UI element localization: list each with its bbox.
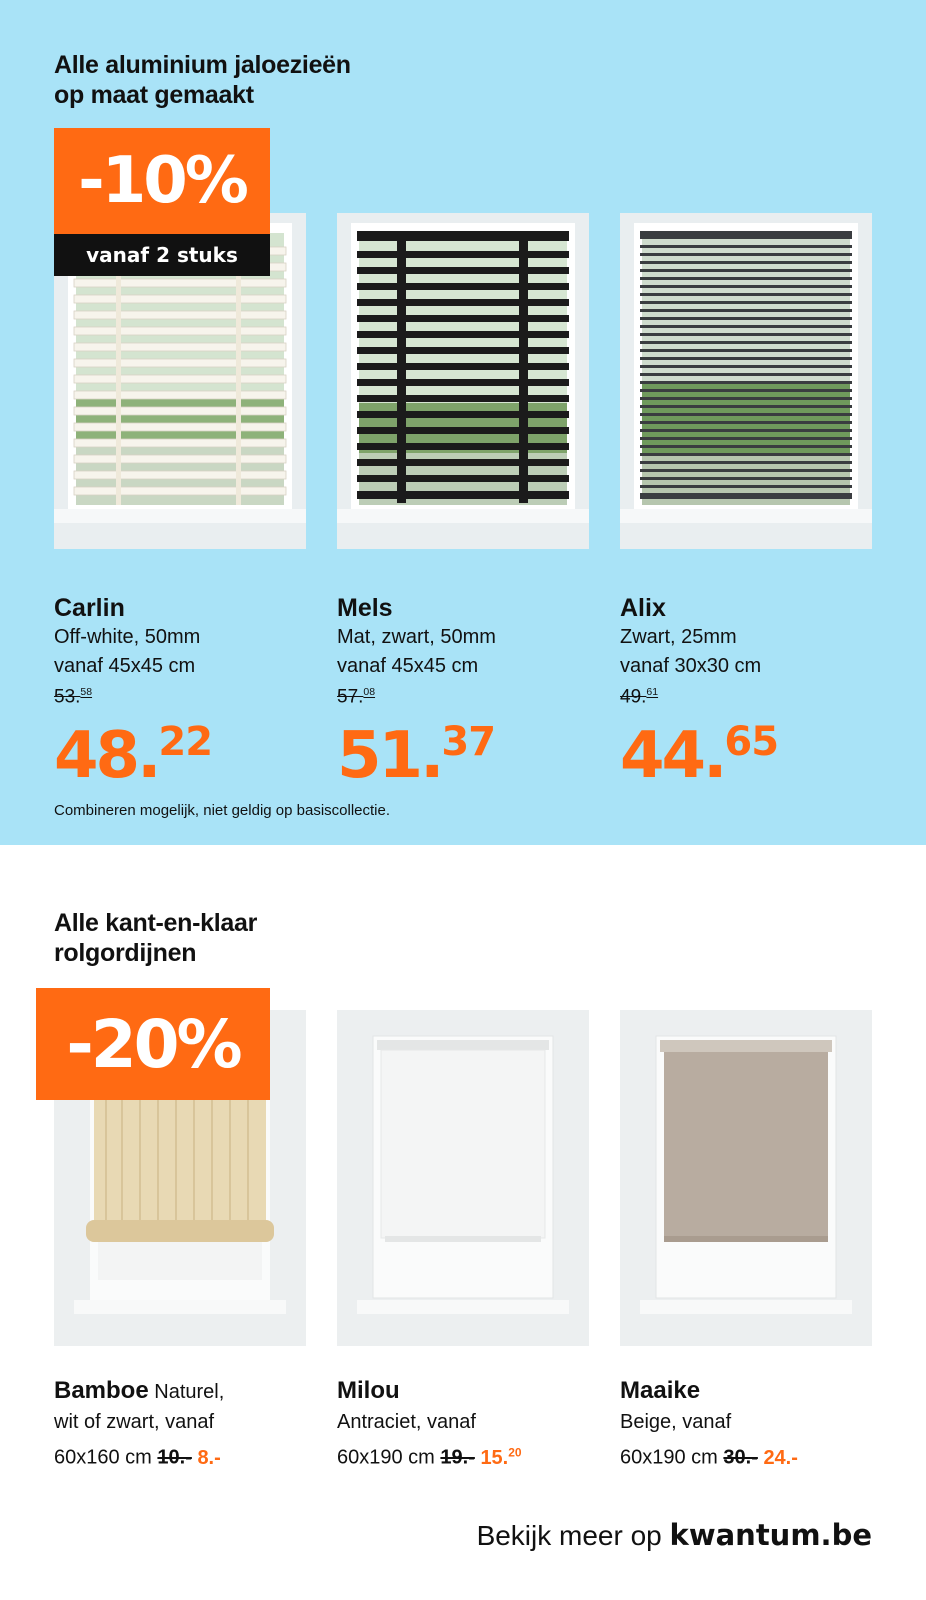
new-price: 24.- xyxy=(763,1446,798,1469)
product-image-alix[interactable] xyxy=(620,213,872,549)
section-heading-jaloezieen xyxy=(54,50,351,110)
product-size: vanaf 45x45 cm xyxy=(54,655,196,677)
product-size: 60x190 cm xyxy=(620,1446,718,1469)
new-price: 48.22 xyxy=(54,719,213,794)
product-name: Alix xyxy=(620,594,666,622)
section-heading-rolgordijnen xyxy=(54,908,257,968)
new-price: 8.- xyxy=(197,1446,221,1469)
heading-line: Alle aluminium jaloezieën xyxy=(54,51,351,79)
product-maaike xyxy=(620,1376,890,1473)
white-roller-image xyxy=(337,1010,589,1346)
old-price: 57.08 xyxy=(337,686,376,708)
product-desc: Naturel, xyxy=(154,1381,225,1403)
product-carlin xyxy=(54,593,324,794)
product-name: Mels xyxy=(337,594,393,622)
product-desc: Zwart, 25mm xyxy=(620,626,737,648)
product-desc: Off-white, 50mm xyxy=(54,626,201,648)
product-size: vanaf 45x45 cm xyxy=(337,655,479,677)
footer-text: Bekijk meer op xyxy=(476,1520,662,1551)
product-name: Carlin xyxy=(54,594,125,622)
product-name: Milou xyxy=(337,1377,400,1404)
product-desc: Beige, vanaf xyxy=(620,1411,732,1433)
new-price: 51.37 xyxy=(337,719,496,794)
product-desc: wit of zwart, vanaf xyxy=(54,1411,215,1433)
product-bamboe xyxy=(54,1376,324,1473)
product-name: Maaike xyxy=(620,1377,701,1404)
disclaimer: Combineren mogelijk, niet geldig op basiscollectie. xyxy=(54,802,391,819)
footer-cta[interactable] xyxy=(477,1518,872,1552)
product-name: Bamboe xyxy=(54,1377,149,1404)
discount-condition: vanaf 2 stuks xyxy=(54,234,270,276)
dark-blind-image xyxy=(620,213,872,549)
product-size: vanaf 30x30 cm xyxy=(620,655,762,677)
product-image-milou[interactable] xyxy=(337,1010,589,1346)
product-mels xyxy=(337,593,607,794)
product-image-maaike[interactable] xyxy=(620,1010,872,1346)
discount-badge: -20% xyxy=(36,988,270,1100)
old-price: 49.61 xyxy=(620,686,659,708)
old-price: 30.- xyxy=(723,1446,758,1469)
heading-line: Alle kant-en-klaar xyxy=(54,909,258,937)
heading-line: rolgordijnen xyxy=(54,939,197,967)
black-blind-image xyxy=(337,213,589,549)
product-desc: Antraciet, vanaf xyxy=(337,1411,476,1433)
new-price: 44.65 xyxy=(620,719,779,794)
discount-badge: -10% xyxy=(54,128,270,234)
website-link[interactable]: kwantum.be xyxy=(669,1518,872,1552)
old-price: 19.- xyxy=(440,1446,475,1469)
heading-line: op maat gemaakt xyxy=(54,81,254,109)
product-image-mels[interactable] xyxy=(337,213,589,549)
product-desc: Mat, zwart, 50mm xyxy=(337,626,496,648)
old-price: 53.58 xyxy=(54,686,93,708)
old-price: 10.- xyxy=(157,1446,192,1469)
product-size: 60x160 cm xyxy=(54,1446,152,1469)
product-alix xyxy=(620,593,890,794)
beige-roller-image xyxy=(620,1010,872,1346)
new-price: 15.20 xyxy=(480,1445,522,1469)
product-size: 60x190 cm xyxy=(337,1446,435,1469)
product-milou xyxy=(337,1376,607,1473)
